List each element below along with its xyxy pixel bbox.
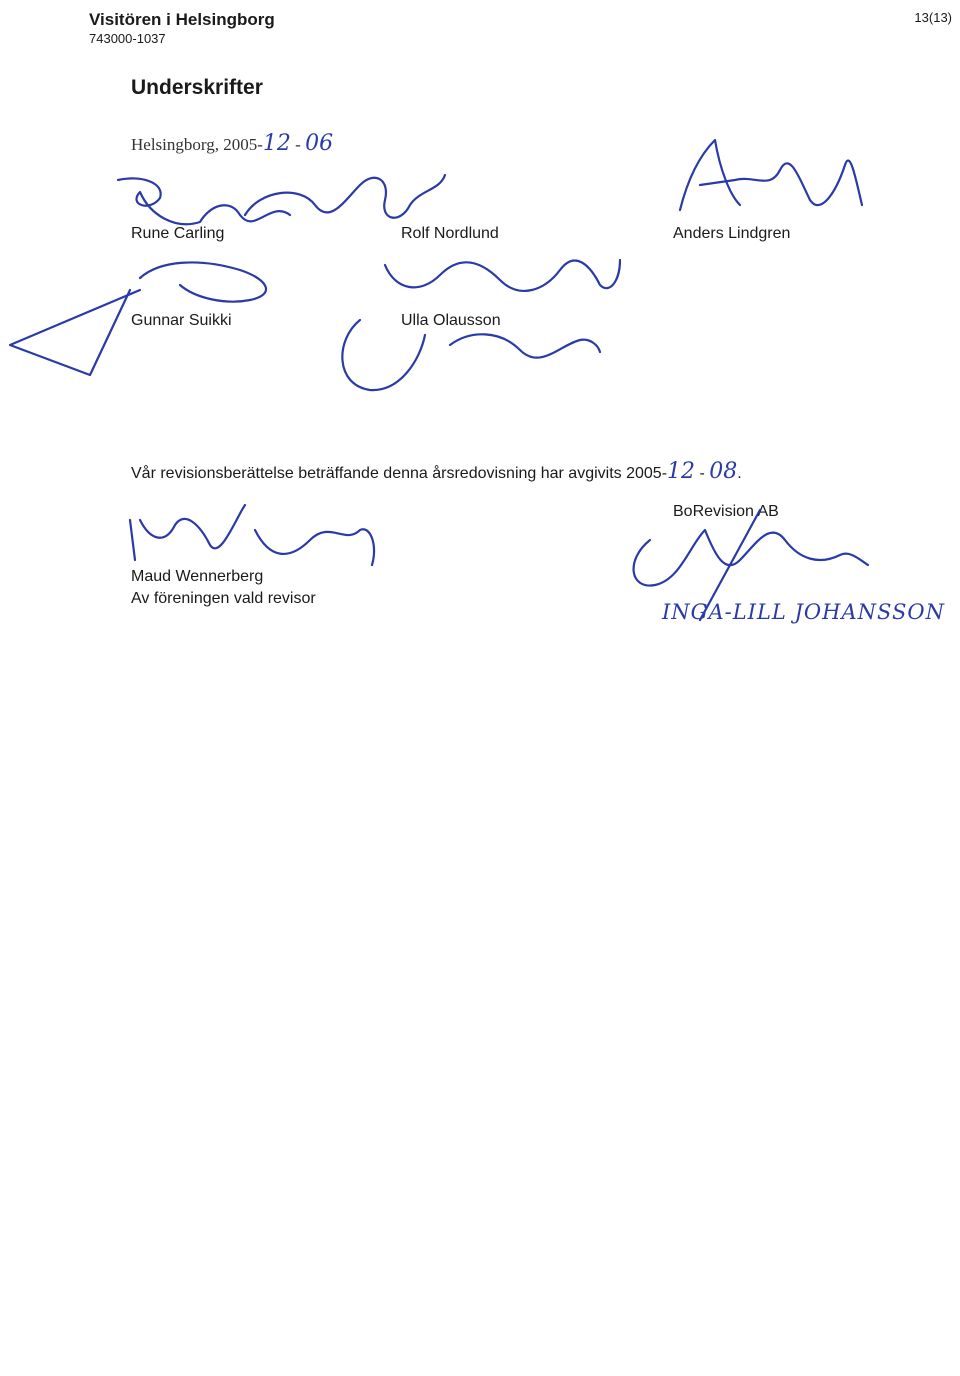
audit-statement bbox=[131, 459, 742, 484]
signatory-name-rolf-nordlund: Rolf Nordlund bbox=[401, 225, 499, 242]
handwritten-auditor-printed-name: INGA-LILL JOHANSSON bbox=[662, 600, 945, 624]
audit-firm-name: BoRevision AB bbox=[673, 503, 779, 520]
audit-statement-text: Vår revisionsberättelse beträffande denna årsredovisning har avgivits 2005- bbox=[131, 465, 668, 482]
signatory-name-gunnar-suikki: Gunnar Suikki bbox=[131, 312, 232, 329]
signatory-name-ulla-olausson: Ulla Olausson bbox=[401, 312, 501, 329]
section-title: Underskrifter bbox=[131, 76, 263, 99]
handwritten-audit-month: 12 bbox=[667, 459, 696, 484]
audit-date-separator: - bbox=[699, 465, 705, 482]
signature-ulla-olausson bbox=[342, 320, 600, 390]
signatory-name-rune-carling: Rune Carling bbox=[131, 225, 225, 242]
signature-maud-wennerberg bbox=[130, 505, 374, 565]
signatory-name-anders-lindgren: Anders Lindgren bbox=[673, 225, 791, 242]
organization-number: 743000-1037 bbox=[89, 31, 166, 46]
date-separator: - bbox=[295, 135, 301, 154]
signature-rolf-nordlund-top bbox=[245, 175, 445, 218]
organization-name: Visitören i Helsingborg bbox=[89, 10, 275, 29]
handwritten-date-month: 12 bbox=[262, 131, 291, 156]
signature-rune-carling bbox=[118, 178, 290, 224]
auditor-name-maud-wennerberg: Maud Wennerberg bbox=[131, 568, 264, 585]
page-number: 13(13) bbox=[914, 10, 952, 25]
handwritten-audit-day: 08 bbox=[709, 459, 738, 484]
handwritten-date-day: 06 bbox=[305, 131, 334, 156]
auditor-role: Av föreningen vald revisor bbox=[131, 590, 316, 607]
place-date bbox=[131, 131, 333, 156]
signature-rolf-nordlund bbox=[385, 260, 620, 291]
signature-anders-lindgren bbox=[680, 140, 862, 210]
audit-statement-end: . bbox=[737, 465, 742, 482]
place-date-prefix: Helsingborg, 2005- bbox=[131, 135, 263, 154]
